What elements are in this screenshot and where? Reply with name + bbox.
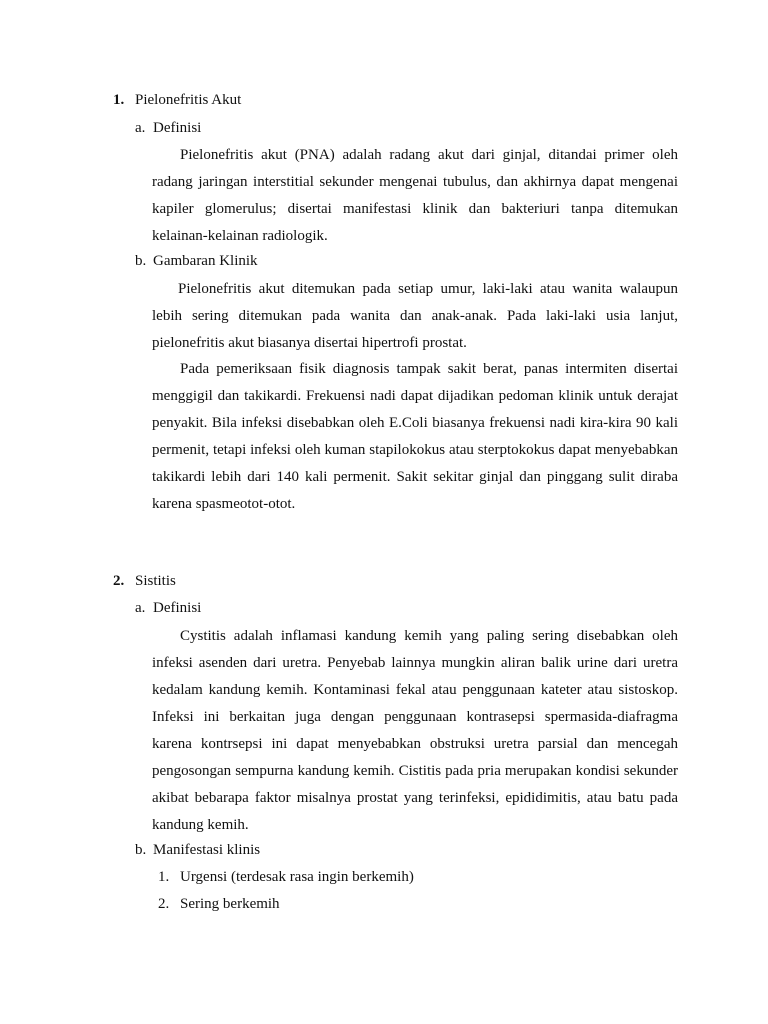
subsection-title: Definisi (153, 120, 202, 136)
section-number: 1. (113, 92, 125, 108)
paragraph: Pielonefritis akut ditemukan pada setiap umur, laki-laki atau wanita walaupun lebih sering ditemukan pada wanita dan anak-anak. Pada laki-laki usia lanjut, pielonefritis akut biasanya disertai hipertrofi prostat. (152, 281, 678, 351)
section-title: Sistitis (135, 573, 176, 589)
list-item: Sering berkemih (180, 896, 280, 912)
subsection-letter: a. (135, 600, 146, 616)
subsection-title: Gambaran Klinik (153, 253, 258, 269)
section-number: 2. (113, 573, 125, 589)
paragraph: Pielonefritis akut (PNA) adalah radang akut dari ginjal, ditandai primer oleh radang jaringan interstitial sekunder mengenai tubulus, dan akhirnya dapat mengenai kapiler glomerulus; disertai manifestasi klinik dan bakteriuri tanpa ditemukan kelainan-kelainan radiologik. (152, 147, 678, 244)
list-item-number: 2. (158, 896, 170, 912)
section-title: Pielonefritis Akut (135, 92, 242, 108)
subsection-title: Manifestasi klinis (153, 842, 261, 858)
subsection-letter: a. (135, 120, 146, 136)
paragraph: Cystitis adalah inflamasi kandung kemih yang paling sering disebabkan oleh infeksi asenden dari uretra. Penyebab lainnya mungkin aliran balik urine dari uretra kedalam kandung kemih. Kontaminasi fekal atau penggunaan kateter atau sistoskop. Infeksi ini berkaitan juga dengan penggunaan kontrasepsi spermasida-diafragma karena kontrsepsi ini dapat menyebabkan obstruksi uretra parsial dan mencegah pengosongan sempurna kandung kemih. Cistitis pada pria merupakan kondisi sekunder akibat bebarapa faktor misalnya prostat yang terinfeksi, epididimitis, atau batu pada kandung kemih. (152, 628, 678, 833)
list-item-number: 1. (158, 869, 170, 885)
subsection-letter: b. (135, 253, 147, 269)
subsection-letter: b. (135, 842, 147, 858)
list-item: Urgensi (terdesak rasa ingin berkemih) (180, 869, 414, 885)
paragraph: Pada pemeriksaan fisik diagnosis tampak sakit berat, panas intermiten disertai menggigil dan takikardi. Frekuensi nadi dapat dijadikan pedoman klinik untuk derajat penyakit. Bila infeksi disebabkan oleh E.Coli biasanya frekuensi nadi kira-kira 90 kali permenit, tetapi infeksi oleh kuman stapilokokus atau sterptokokus dapat menyebabkan takikardi lebih dari 140 kali permenit. Sakit sekitar ginjal dan pinggang sulit diraba karena spasmeotot-otot. (152, 361, 678, 512)
subsection-title: Definisi (153, 600, 202, 616)
